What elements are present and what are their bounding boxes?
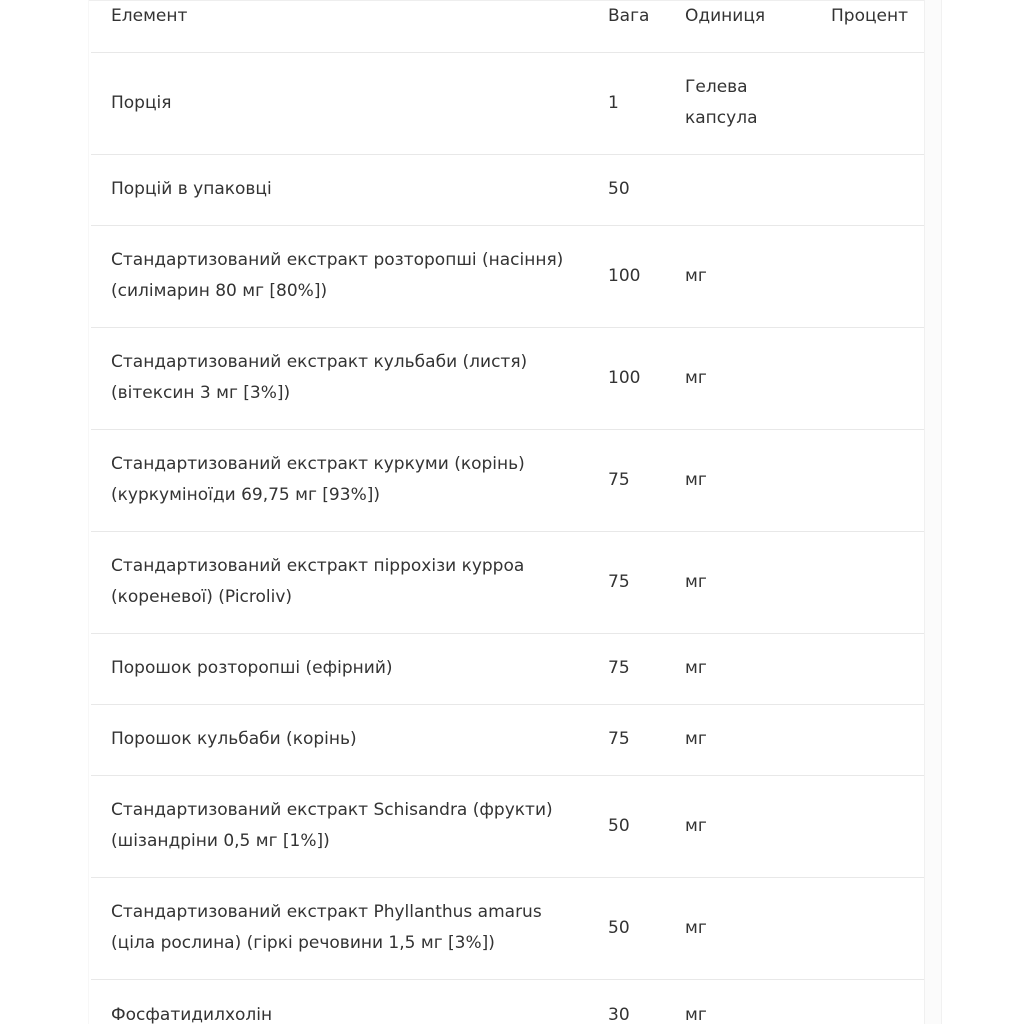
table-row [91, 154, 924, 225]
table-row [91, 704, 924, 775]
table-row [91, 531, 924, 633]
cell-element: Фосфатидилхолін [91, 979, 588, 1024]
cell-text: Стандартизований екстракт піррохізи курроа [111, 556, 525, 576]
cell-percent [809, 775, 924, 877]
cell-text: Стандартизований екстракт розторопші (насіння) [111, 250, 564, 270]
header-weight: Вага [588, 0, 667, 52]
cell-text: (ціла рослина) (гіркі речовини 1,5 мг [3%]) [111, 933, 495, 953]
cell-text: Стандартизований екстракт Schisandra (фрукти) [111, 800, 553, 820]
cell-element: Порцій в упаковці [91, 154, 588, 225]
cell-text: (вітексин 3 мг [3%]) [111, 383, 291, 403]
cell-unit: мг [667, 704, 809, 775]
cell-element: Порошок кульбаби (корінь) [91, 704, 588, 775]
cell-element [91, 877, 588, 979]
table-row [91, 52, 924, 154]
table-row [91, 633, 924, 704]
cell-unit: мг [667, 531, 809, 633]
cell-weight: 50 [588, 154, 667, 225]
cell-unit [667, 52, 809, 154]
cell-percent [809, 52, 924, 154]
table-row [91, 327, 924, 429]
cell-weight: 50 [588, 877, 667, 979]
cell-percent [809, 327, 924, 429]
header-element: Елемент [91, 0, 588, 52]
cell-percent [809, 877, 924, 979]
cell-weight: 75 [588, 633, 667, 704]
cell-unit: мг [667, 225, 809, 327]
cell-percent [809, 225, 924, 327]
cell-element [91, 327, 588, 429]
table-row [91, 877, 924, 979]
cell-unit: мг [667, 775, 809, 877]
cell-weight: 100 [588, 225, 667, 327]
cell-unit: мг [667, 327, 809, 429]
cell-text: (куркуміноїди 69,75 мг [93%]) [111, 485, 380, 505]
cell-percent [809, 154, 924, 225]
cell-text: Порція [111, 92, 172, 113]
cell-unit [667, 154, 809, 225]
cell-unit: мг [667, 877, 809, 979]
cell-percent [809, 633, 924, 704]
cell-percent [809, 979, 924, 1024]
cell-element [91, 775, 588, 877]
cell-weight: 1 [588, 52, 667, 154]
table-row [91, 775, 924, 877]
cell-element: Порошок розторопші (ефірний) [91, 633, 588, 704]
panel-scroll-edge [924, 0, 941, 1024]
cell-percent [809, 704, 924, 775]
table-header-row [91, 0, 924, 52]
cell-text: Гелева [685, 77, 748, 97]
cell-element [91, 531, 588, 633]
cell-weight: 50 [588, 775, 667, 877]
cell-percent [809, 531, 924, 633]
nutrition-table [91, 0, 924, 1024]
table-row [91, 225, 924, 327]
cell-weight: 75 [588, 704, 667, 775]
cell-text: капсула [685, 108, 758, 128]
cell-text: Стандартизований екстракт куркуми (корінь) [111, 454, 525, 474]
cell-weight: 100 [588, 327, 667, 429]
cell-text: (кореневої) (Picroliv) [111, 587, 293, 607]
content-panel [88, 0, 942, 1024]
header-percent: Процент [809, 0, 924, 52]
cell-unit: мг [667, 429, 809, 531]
cell-text: Стандартизований екстракт кульбаби (листя) [111, 352, 528, 372]
cell-weight: 30 [588, 979, 667, 1024]
cell-unit: мг [667, 979, 809, 1024]
cell-text: Стандартизований екстракт Phyllanthus amarus [111, 902, 542, 922]
table-row [91, 429, 924, 531]
header-unit: Одиниця [667, 0, 809, 52]
cell-weight: 75 [588, 429, 667, 531]
cell-element [91, 225, 588, 327]
cell-percent [809, 429, 924, 531]
cell-text: (шізандріни 0,5 мг [1%]) [111, 831, 330, 851]
cell-weight: 75 [588, 531, 667, 633]
cell-element [91, 52, 588, 154]
cell-element [91, 429, 588, 531]
cell-text: (силімарин 80 мг [80%]) [111, 281, 328, 301]
cell-unit: мг [667, 633, 809, 704]
table-row [91, 979, 924, 1024]
